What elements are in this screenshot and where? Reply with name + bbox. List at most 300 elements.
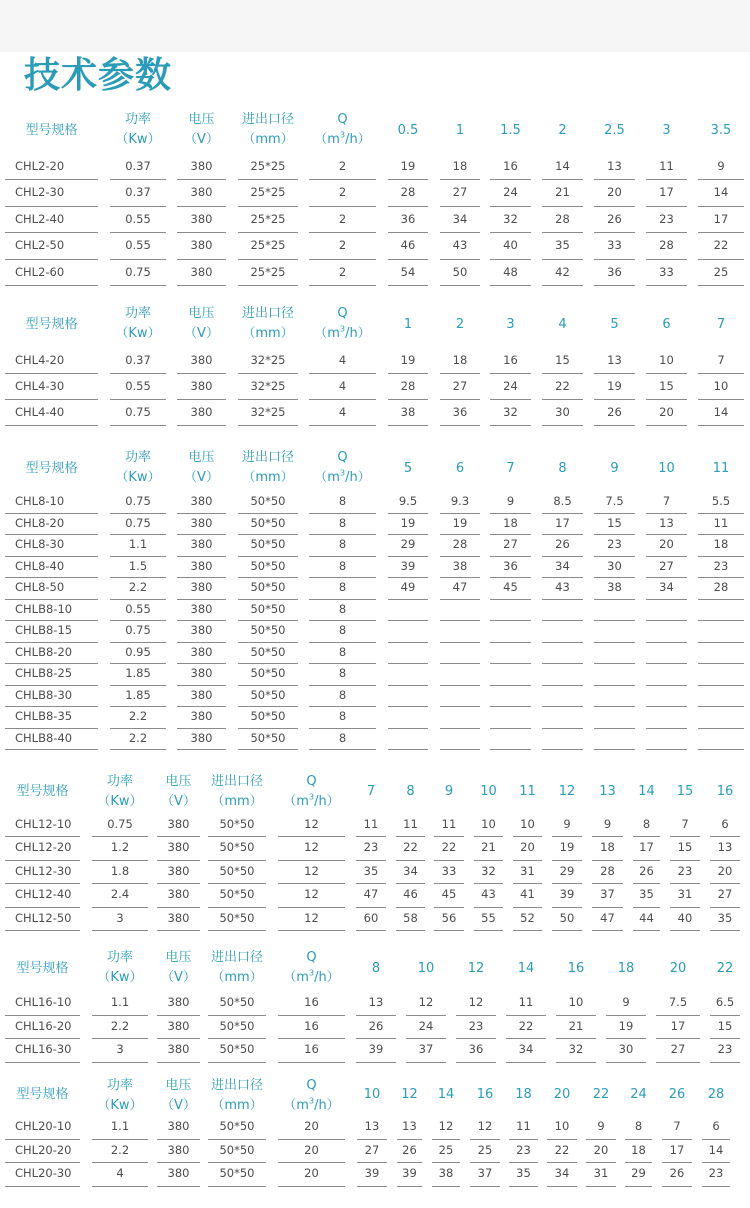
- cell-head-value: 60: [363, 910, 379, 925]
- cell-model-value: CHL20-20: [15, 1142, 72, 1157]
- cell-head-value: 7.5: [668, 995, 688, 1009]
- header-voltage-text2: （V）: [184, 326, 219, 341]
- cell-head-value: 10: [481, 817, 496, 831]
- flow-value-header: [642, 446, 691, 492]
- cell-head: [388, 492, 428, 514]
- header-port: [232, 110, 304, 156]
- cell-model-value: CHLB8-25: [15, 666, 73, 680]
- cell-head: [440, 686, 480, 708]
- cell-port: [208, 1140, 266, 1164]
- cell-head: [490, 514, 531, 536]
- cell-head-value: 26: [607, 405, 622, 419]
- cell-head: [594, 643, 635, 665]
- cell-head: [434, 861, 464, 884]
- cell-model-value: CHLB8-35: [15, 709, 73, 723]
- header-power-line1: [104, 448, 172, 468]
- cell-head: [490, 180, 531, 206]
- cell-head: [625, 1116, 652, 1140]
- cell-head: [670, 908, 700, 931]
- cell-q-value: 20: [304, 1119, 319, 1133]
- flow-value-header: [590, 446, 639, 492]
- cell-head-value: 7: [717, 353, 725, 367]
- cell-q: [309, 180, 376, 206]
- cell-head-value: 9: [622, 995, 630, 1009]
- cell-head-value: 40: [677, 910, 693, 925]
- cell-head: [397, 1116, 422, 1140]
- cell-head: [698, 400, 744, 426]
- header-model: [5, 302, 98, 348]
- cell-head-value: 39: [364, 1166, 380, 1180]
- cell-head: [356, 1039, 396, 1063]
- cell-port: [238, 621, 298, 643]
- cell-head-value: 22: [554, 1142, 570, 1157]
- cell-power-value: 2.2: [110, 1142, 130, 1157]
- cell-model: [5, 154, 98, 180]
- cell-port: [238, 707, 298, 729]
- header-port-text2: （mm）: [211, 970, 263, 985]
- cell-head-value: 7: [662, 494, 671, 508]
- cell-q: [309, 686, 376, 708]
- cell-head: [594, 154, 635, 180]
- cell-head: [594, 578, 635, 600]
- cell-head-value: 28: [555, 211, 570, 226]
- cell-head: [646, 492, 687, 514]
- cell-head: [594, 514, 635, 536]
- cell-voltage-value: 380: [167, 910, 190, 925]
- flow-value-label: 8: [558, 461, 567, 476]
- flow-value-label: 0.5: [397, 123, 419, 138]
- cell-head-value: 27: [364, 1142, 380, 1157]
- table-row: [0, 664, 750, 686]
- flow-value-header: [509, 770, 546, 814]
- cell-port-value: 25*25: [250, 264, 286, 279]
- cell-power: [110, 707, 166, 729]
- cell-port: [208, 1016, 266, 1040]
- cell-head: [646, 374, 687, 400]
- header-voltage-text1: 电压: [188, 112, 215, 127]
- cell-head-value: 25: [477, 1142, 493, 1157]
- cell-head: [542, 180, 583, 206]
- cell-q-value: 8: [338, 580, 347, 594]
- cell-power: [92, 1116, 148, 1140]
- cell-head: [586, 1140, 616, 1164]
- cell-head: [490, 400, 531, 426]
- cell-head: [388, 686, 428, 708]
- cell-head: [388, 557, 428, 579]
- cell-head: [542, 492, 583, 514]
- cell-head: [490, 260, 531, 286]
- table-row: [0, 707, 750, 729]
- cell-voltage-value: 380: [167, 1142, 190, 1157]
- cell-head-value: 15: [677, 840, 693, 855]
- cell-voltage: [157, 861, 200, 884]
- flow-value-label: 2.5: [604, 123, 625, 138]
- flow-value-label: 20: [669, 961, 687, 976]
- cell-head: [594, 557, 635, 579]
- cell-head: [662, 1116, 692, 1140]
- header-voltage: [171, 304, 232, 350]
- cell-head-value: 28: [659, 238, 674, 253]
- header-flow-unit-b: /h）: [314, 970, 340, 985]
- cell-head-value: 25: [438, 1142, 454, 1157]
- header-flow-text1: Q: [337, 450, 348, 465]
- cell-head: [633, 908, 660, 931]
- cell-head: [547, 1116, 577, 1140]
- cell-head: [396, 814, 425, 837]
- cell-head-value: 11: [403, 817, 418, 831]
- cell-head: [396, 861, 425, 884]
- header-model-label: 型号规格: [16, 1087, 69, 1102]
- cell-head: [646, 729, 687, 751]
- cell-head-value: 8: [634, 1119, 643, 1133]
- cell-head: [594, 686, 635, 708]
- cell-head-value: 17: [659, 185, 674, 200]
- flow-value-header: [452, 946, 500, 992]
- cell-head-value: 38: [400, 405, 416, 419]
- cell-voltage: [177, 180, 226, 206]
- cell-head: [586, 1163, 616, 1187]
- cell-head: [440, 729, 480, 751]
- cell-head-value: 35: [717, 910, 733, 925]
- cell-head: [646, 154, 687, 180]
- header-port-line1: [202, 772, 272, 792]
- header-port-line2: [202, 968, 272, 988]
- cell-q: [309, 207, 376, 233]
- cell-q-value: 4: [338, 379, 347, 393]
- cell-head-value: 30: [607, 558, 622, 573]
- cell-head: [356, 837, 386, 860]
- cell-voltage-value: 380: [190, 185, 213, 200]
- flow-value-header: [588, 770, 627, 814]
- cell-head: [542, 233, 583, 259]
- cell-power: [110, 180, 166, 206]
- cell-head: [440, 578, 480, 600]
- cell-head: [406, 1016, 446, 1040]
- header-flow-text1: Q: [306, 950, 317, 965]
- cell-model-value: CHL16-10: [15, 995, 72, 1009]
- cell-port-value: 50*50: [250, 644, 286, 659]
- cell-head: [625, 1140, 652, 1164]
- cell-head: [552, 908, 582, 931]
- cell-head: [646, 707, 687, 729]
- cell-model: [5, 814, 80, 837]
- header-power-line2: [86, 792, 154, 812]
- cell-voltage-value: 380: [190, 494, 213, 508]
- cell-head: [509, 1116, 538, 1140]
- table-row: [0, 535, 750, 557]
- flow-value-label: 10: [417, 961, 435, 976]
- cell-head-value: 13: [607, 159, 622, 173]
- cell-head: [440, 535, 480, 557]
- header-flow-line2: [272, 792, 351, 812]
- cell-head: [698, 260, 744, 286]
- cell-model: [5, 1039, 80, 1063]
- cell-head: [474, 837, 503, 860]
- cell-head-value: 20: [717, 863, 733, 878]
- cell-head-value: 6.5: [715, 995, 735, 1009]
- flow-value-header: [402, 946, 450, 992]
- cell-head: [542, 686, 583, 708]
- cell-head: [552, 884, 582, 907]
- spec-table-2: [0, 302, 750, 430]
- cell-head-value: 35: [363, 863, 379, 878]
- cell-model: [5, 578, 98, 600]
- table-row: [0, 1016, 750, 1040]
- table-row: [0, 600, 750, 622]
- header-voltage-text1: 电压: [188, 450, 215, 465]
- cell-head-value: 23: [516, 1142, 531, 1157]
- cell-head-value: 46: [400, 238, 416, 253]
- header-power: [86, 1076, 154, 1118]
- cell-port-value: 50*50: [250, 580, 286, 594]
- flow-value-label: 3.5: [710, 123, 732, 138]
- cell-head: [646, 535, 687, 557]
- cell-head-value: 26: [639, 863, 654, 878]
- cell-model-value: CHL20-30: [15, 1166, 72, 1180]
- header-flow-text1: Q: [306, 1078, 317, 1093]
- cell-head-value: 34: [403, 863, 418, 878]
- cell-voltage: [157, 814, 200, 837]
- cell-power: [92, 908, 148, 931]
- header-power-text2: （Kw）: [97, 1098, 143, 1113]
- cell-head: [490, 600, 531, 622]
- header-port-line2: [232, 324, 304, 344]
- cell-head: [710, 1039, 740, 1063]
- cell-head-value: 34: [518, 1042, 534, 1056]
- cell-power: [92, 884, 148, 907]
- cell-head-value: 34: [555, 558, 570, 573]
- cell-head-value: 18: [503, 515, 518, 530]
- cell-head-value: 16: [503, 159, 518, 173]
- cell-q: [278, 1039, 345, 1063]
- header-voltage-line2: [151, 968, 206, 988]
- cell-head: [513, 908, 542, 931]
- cell-head: [506, 992, 546, 1016]
- cell-port-value: 50*50: [250, 515, 286, 530]
- table-row: [0, 837, 750, 860]
- cell-head: [646, 207, 687, 233]
- header-voltage-line2: [171, 324, 232, 344]
- cell-head-value: 33: [441, 863, 457, 878]
- cell-head-value: 7: [673, 1119, 681, 1133]
- cell-voltage-value: 380: [167, 1042, 190, 1056]
- cell-model: [5, 908, 80, 931]
- cell-head-value: 42: [555, 264, 570, 279]
- cell-power-value: 0.75: [107, 817, 133, 831]
- cell-model: [5, 992, 80, 1016]
- header-flow-unit-b: /h）: [345, 132, 371, 147]
- cell-voltage: [177, 664, 226, 686]
- cell-q: [309, 492, 376, 514]
- cell-port-value: 50*50: [250, 687, 286, 702]
- cell-voltage-value: 380: [190, 264, 213, 279]
- cell-port: [208, 1163, 266, 1187]
- cell-port-value: 50*50: [219, 817, 255, 831]
- cell-head-value: 39: [402, 1166, 417, 1180]
- header-flow-line2: [272, 1096, 351, 1116]
- cell-head: [490, 643, 531, 665]
- header-power: [86, 948, 154, 994]
- cell-voltage: [177, 400, 226, 426]
- cell-head-value: 43: [555, 580, 570, 594]
- header-power-text1: 功率: [124, 112, 151, 127]
- flow-value-header: [436, 108, 484, 154]
- cell-head-value: 14: [555, 159, 570, 173]
- cell-model-value: CHL12-50: [15, 910, 72, 925]
- cell-head-value: 23: [468, 1018, 484, 1033]
- cell-head-value: 12: [477, 1119, 493, 1133]
- cell-head-value: 14: [713, 185, 729, 200]
- cell-q: [278, 861, 345, 884]
- cell-head-value: 23: [659, 211, 674, 226]
- header-voltage-text2: （V）: [161, 794, 196, 809]
- cell-head: [388, 535, 428, 557]
- cell-head-value: 9: [506, 494, 515, 508]
- cell-head: [702, 1140, 730, 1164]
- cell-q-value: 8: [338, 687, 347, 702]
- flow-value-label: 5: [403, 461, 413, 476]
- header-voltage-line1: [171, 110, 232, 130]
- flow-value-header: [602, 946, 650, 992]
- cell-head: [542, 260, 583, 286]
- cell-power-value: 3: [116, 910, 124, 925]
- cell-power-value: 0.75: [125, 623, 151, 637]
- cell-power: [92, 837, 148, 860]
- cell-q-value: 12: [304, 887, 319, 902]
- cell-power-value: 0.37: [125, 159, 151, 173]
- cell-head-value: 20: [520, 840, 535, 855]
- header-power: [104, 304, 172, 350]
- cell-head-value: 20: [593, 1142, 609, 1157]
- cell-head: [698, 707, 744, 729]
- cell-power: [92, 1140, 148, 1164]
- cell-head: [474, 861, 503, 884]
- cell-voltage-value: 380: [190, 644, 213, 659]
- cell-voltage: [177, 492, 226, 514]
- cell-q: [309, 664, 376, 686]
- cell-q: [309, 260, 376, 286]
- cell-head: [710, 1016, 740, 1040]
- cell-voltage: [157, 1163, 200, 1187]
- cell-power-value: 0.75: [125, 405, 151, 419]
- cell-power: [110, 664, 166, 686]
- flow-value-label: 7: [716, 317, 726, 332]
- header-port-text1: 进出口径: [210, 774, 263, 789]
- cell-head: [397, 1140, 422, 1164]
- cell-head-value: 39: [368, 1042, 384, 1056]
- cell-head-value: 13: [607, 353, 622, 367]
- cell-q: [278, 1116, 345, 1140]
- header-voltage-text2: （V）: [184, 132, 219, 147]
- header-voltage-text2: （V）: [184, 470, 219, 485]
- cell-head: [388, 707, 428, 729]
- cell-head: [490, 729, 531, 751]
- header-port-line1: [202, 948, 272, 968]
- cell-port: [238, 492, 298, 514]
- cell-head: [440, 374, 480, 400]
- cell-port: [238, 400, 298, 426]
- cell-head-value: 28: [400, 379, 416, 393]
- flow-value-header: [538, 302, 587, 348]
- cell-q-value: 16: [304, 1042, 319, 1056]
- cell-head: [456, 1016, 496, 1040]
- header-flow-line2: [303, 130, 382, 150]
- cell-voltage-value: 380: [167, 1119, 190, 1133]
- cell-head: [490, 154, 531, 180]
- cell-head: [440, 260, 480, 286]
- cell-port-value: 32*25: [250, 379, 286, 393]
- cell-port: [208, 1116, 266, 1140]
- cell-head-value: 32: [503, 211, 518, 226]
- cell-head: [670, 884, 700, 907]
- cell-head: [594, 180, 635, 206]
- cell-port-value: 50*50: [219, 1166, 255, 1180]
- cell-head-value: 22: [555, 379, 570, 393]
- cell-model-value: CHL2-60: [15, 264, 65, 279]
- cell-voltage: [177, 557, 226, 579]
- cell-head: [388, 514, 428, 536]
- cell-q: [278, 1140, 345, 1164]
- header-flow-unit-b: /h）: [345, 326, 371, 341]
- cell-head: [542, 400, 583, 426]
- cell-model: [5, 260, 98, 286]
- cell-power-value: 2.2: [128, 580, 148, 594]
- cell-port: [238, 233, 298, 259]
- cell-head-value: 23: [708, 1166, 724, 1180]
- header-flow-text1: Q: [306, 774, 317, 789]
- cell-head-value: 21: [555, 185, 570, 200]
- cell-head-value: 8.5: [553, 494, 572, 508]
- cell-head-value: 9: [597, 1119, 605, 1133]
- cell-q-value: 2: [338, 185, 347, 200]
- flow-value-label: 10: [480, 784, 497, 799]
- cell-model: [5, 492, 98, 514]
- cell-head-value: 11: [659, 159, 674, 173]
- cell-model-value: CHLB8-30: [15, 687, 73, 702]
- flow-value-label: 7: [366, 784, 376, 799]
- cell-power-value: 2.4: [110, 887, 130, 902]
- cell-voltage: [177, 154, 226, 180]
- cell-head-value: 38: [438, 1166, 454, 1180]
- cell-head-value: 15: [555, 353, 570, 367]
- cell-head-value: 11: [518, 995, 534, 1009]
- header-model-label: 型号规格: [25, 317, 78, 332]
- cell-power: [92, 1039, 148, 1063]
- cell-port-value: 50*50: [219, 1142, 255, 1157]
- header-voltage-text1: 电压: [165, 1078, 192, 1093]
- cell-head: [542, 664, 583, 686]
- cell-head: [513, 837, 542, 860]
- cell-head-value: 38: [452, 558, 468, 573]
- cell-power-value: 0.95: [125, 644, 151, 659]
- cell-head: [490, 557, 531, 579]
- cell-port: [238, 374, 298, 400]
- cell-head: [710, 992, 740, 1016]
- header-model-label: 型号规格: [16, 961, 69, 976]
- cell-head: [474, 814, 503, 837]
- cell-head-value: 24: [503, 185, 518, 200]
- flow-value-header: [552, 946, 600, 992]
- flow-value-label: 10: [658, 461, 675, 476]
- cell-head: [594, 400, 635, 426]
- cell-port-value: 50*50: [250, 558, 286, 573]
- cell-head: [542, 207, 583, 233]
- cell-head: [646, 348, 687, 374]
- header-power: [104, 110, 172, 156]
- header-power-text2: （Kw）: [115, 326, 161, 341]
- cell-voltage-value: 380: [167, 1166, 190, 1180]
- cell-q-value: 4: [338, 405, 347, 419]
